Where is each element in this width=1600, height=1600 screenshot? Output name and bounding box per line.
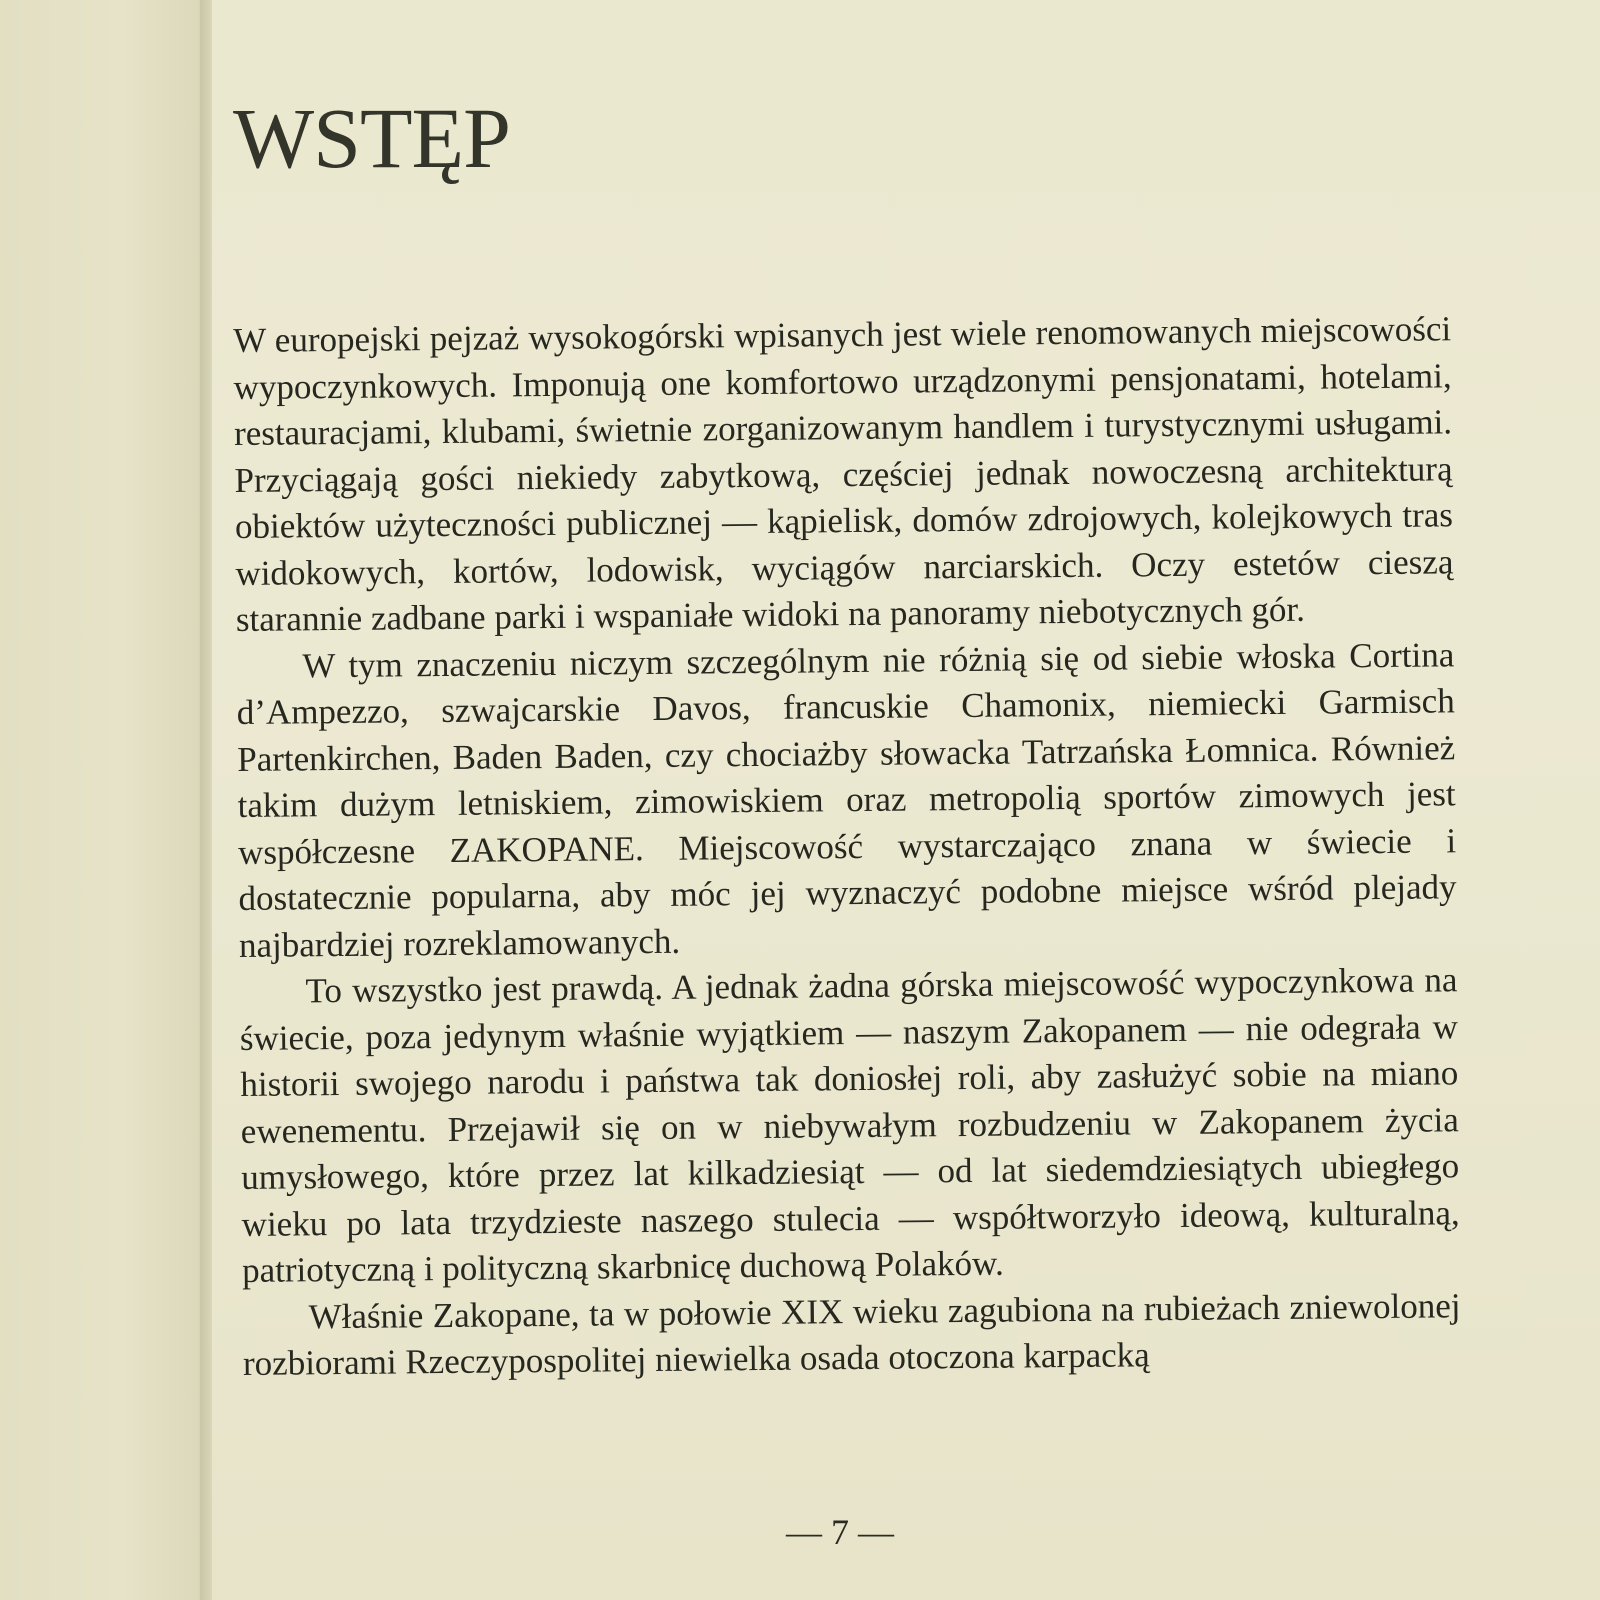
chapter-title: WSTĘP xyxy=(233,90,510,186)
paragraph-1: W europejski pejzaż wysokogórski wpisanych jest wiele renomowanych miejscowości wypoczynkowych. Imponują one komfortowo urządzonymi pensjonatami, hotelami, restauracjami, klubami, świetnie zorganizowanym handlem i turystycznymi usługami. Przyciągają gości niekiedy zabytkową, częściej jednak nowoczesną architekturą obiektów użyteczności publicznej — kąpielisk, domów zdrojowych, kolejkowych tras widokowych, kortów, lodowisk, wyciągów narciarskich. Oczy estetów cieszą starannie zadbane parki i wspaniałe widoki na panoramy niebotycznych gór. xyxy=(233,309,1454,639)
paragraph-2: W tym znaczeniu niczym szczególnym nie różnią się od siebie włoska Cortina d’Ampezzo, szwajcarskie Davos, francuskie Chamonix, niemiecki Garmisch Partenkirchen, Baden Baden, czy chociażby słowacka Tatrzańska Łomnica. Również takim dużym letniskiem, zimowiskiem oraz metropolią sportów zimowych jest współczesne ZAKOPANE. Miejscowość wystarczająco znana w świecie i dostatecznie popularna, aby móc jej wyznaczyć podobne miejsce wśród plejady najbardziej rozreklamowanych. xyxy=(236,634,1457,965)
body-text xyxy=(233,306,1461,1387)
left-page-edge xyxy=(0,0,205,1600)
paragraph-4: Właśnie Zakopane, ta w połowie XIX wieku zagubiona na rubieżach zniewolonej rozbiorami Rzeczypospolitej niewielka osada otoczona karpacką xyxy=(242,1285,1461,1383)
page-number: — 7 — xyxy=(786,1512,894,1552)
paragraph-3: To wszystko jest prawdą. A jednak żadna górska miejscowość wypoczynkowa na świecie, poza jedynym właśnie wyjątkiem — naszym Zakopanem — nie odegrała w historii swojego narodu i państwa tak doniosłej roli, aby zasłużyć sobie na miano ewenementu. Przejawił się on w niebywałym rozbudzeniu w Zakopanem życia umysłowego, które przez lat kilkadziesiąt — od lat siedemdziesiątych ubiegłego wieku po lata trzydzieste naszego stulecia — współtworzyło ideową, kulturalną, patriotyczną i polityczną skarbnicę duchową Polaków. xyxy=(239,960,1460,1290)
